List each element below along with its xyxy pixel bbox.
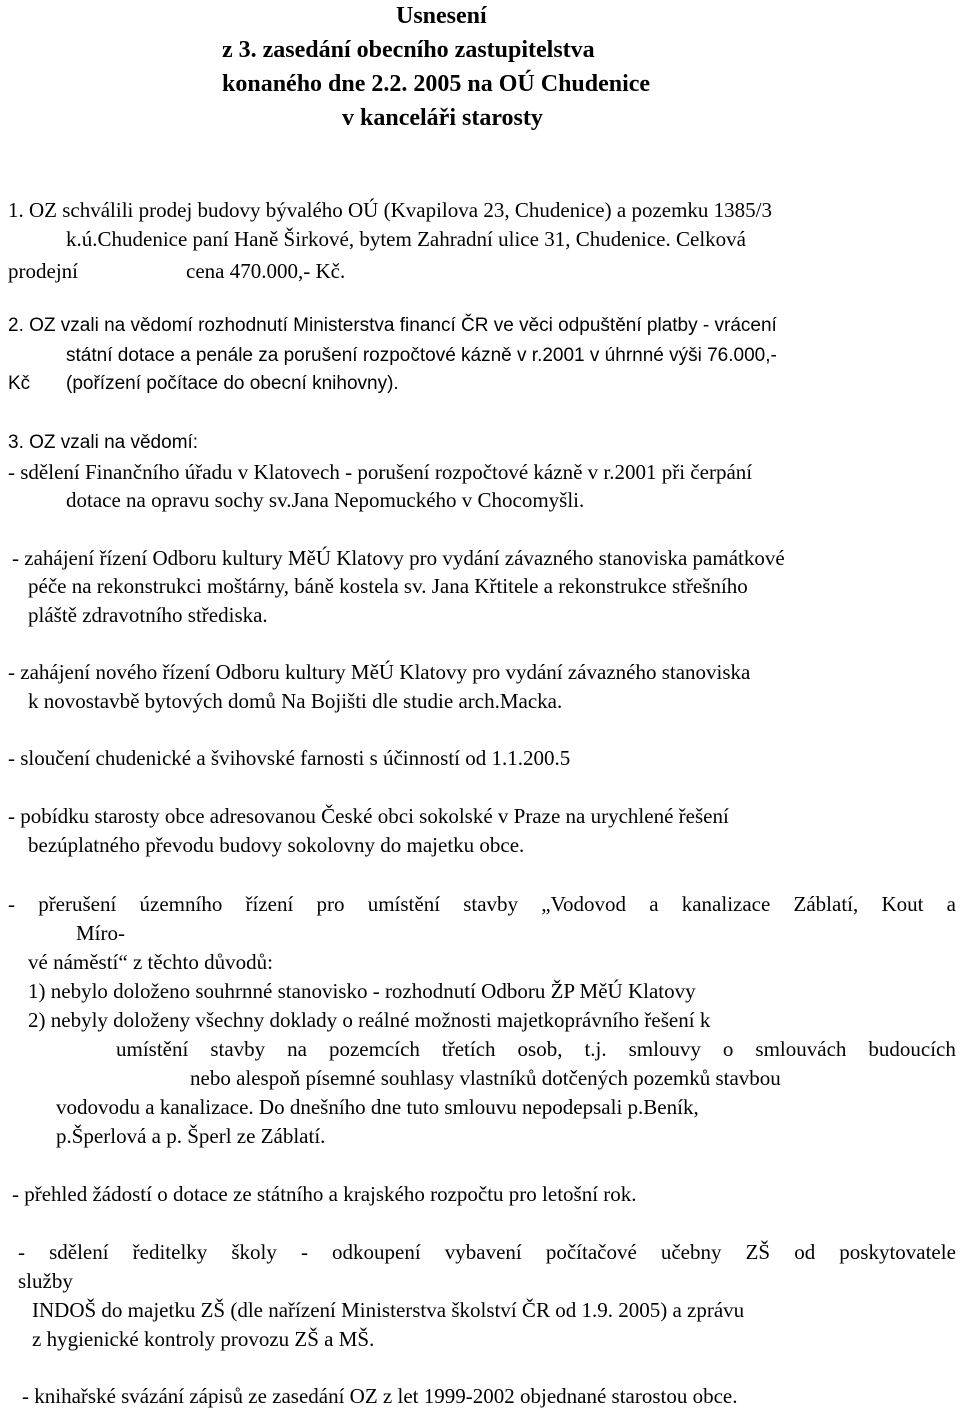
item2-line-3b: (pořízení počítace do obecní knihovny).	[66, 373, 399, 394]
item2-line-3a: Kč	[8, 373, 31, 394]
item3-p2-line-2: péče na rekonstrukci moštárny, báně kostela sv. Jana Křtitele a rekonstrukce střešního	[28, 574, 748, 598]
title-line-3: konaného dne 2.2. 2005 na OÚ Chudenice	[222, 71, 651, 97]
item2-line-1: 2. OZ vzali na vědomí rozhodnutí Ministerstva financí ČR ve věci odpuštění platby - vrácení	[8, 315, 777, 336]
item3-p6-line-6: umístění stavby na pozemcích třetích osob, t.j. smlouvy o smlouvách budoucích	[116, 1037, 956, 1061]
title-line-1: Usnesení	[396, 3, 487, 29]
title-line-4: v kanceláři starosty	[342, 105, 543, 131]
item3-p8-line-4: z hygienické kontroly provozu ZŠ a MŠ.	[32, 1327, 375, 1351]
item1-line-1: 1. OZ schválili prodej budovy bývalého OÚ (Kvapilova 23, Chudenice) a pozemku 1385/3	[8, 198, 772, 222]
item3-p5-line-1: - pobídku starosty obce adresovanou České obci sokolské v Praze na urychlené řešení	[8, 804, 729, 828]
item3-p8-line-2: služby	[18, 1269, 73, 1293]
item3-heading: 3. OZ vzali na vědomí:	[8, 432, 199, 453]
item1-line-2: k.ú.Chudenice paní Haně Širkové, bytem Zahradní ulice 31, Chudenice. Celková	[66, 227, 746, 251]
title-line-2: z 3. zasedání obecního zastupitelstva	[222, 37, 595, 63]
item3-p9-line-1: - knihařské svázání zápisů ze zasedání OZ z let 1999-2002 objednané starostou obce.	[22, 1384, 738, 1408]
item3-p6-line-5: 2) nebyly doloženy všechny doklady o reálné možnosti majetkoprávního řešení k	[28, 1008, 711, 1032]
item1-line-3a: prodejní	[8, 259, 78, 283]
item3-p8-line-3: INDOŠ do majetku ZŠ (dle nařízení Ministerstva školství ČR od 1.9. 2005) a zprávu	[32, 1298, 745, 1322]
item3-p8-line-1: - sdělení ředitelky školy - odkoupení vybavení počítačové učebny ZŠ od poskytovatele	[18, 1240, 956, 1264]
item3-p6-line-9: p.Šperlová a p. Šperl ze Záblatí.	[56, 1124, 326, 1148]
item3-p2-line-1: - zahájení řízení Odboru kultury MěÚ Klatovy pro vydání závazného stanoviska památkové	[12, 546, 785, 570]
item3-p5-line-2: bezúplatného převodu budovy sokolovny do majetku obce.	[28, 833, 525, 857]
item3-p3-line-2: k novostavbě bytových domů Na Bojišti dle studie arch.Macka.	[28, 689, 563, 713]
item1-line-3b: cena 470.000,- Kč.	[186, 259, 346, 283]
item3-p2-line-3: pláště zdravotního střediska.	[28, 603, 268, 627]
item3-p6-line-4: 1) nebylo doloženo souhrnné stanovisko - rozhodnutí Odboru ŽP MěÚ Klatovy	[28, 979, 696, 1003]
item2-line-2: státní dotace a penále za porušení rozpočtové kázně v r.2001 v úhrnné výši 76.000,-	[66, 345, 777, 366]
item3-p3-line-1: - zahájení nového řízení Odboru kultury MěÚ Klatovy pro vydání závazného stanoviska	[8, 660, 751, 684]
item3-p6-line-7: nebo alespoň písemné souhlasy vlastníků dotčených pozemků stavbou	[190, 1066, 781, 1090]
item3-p4-line-1: - sloučení chudenické a švihovské farnosti s účinností od 1.1.200.5	[8, 746, 571, 770]
item3-p6-line-1: - přerušení územního řízení pro umístění stavby „Vodovod a kanalizace Záblatí, Kout a	[8, 892, 956, 916]
item3-p6-line-3: vé náměstí“ z těchto důvodů:	[28, 950, 273, 974]
item3-p6-line-2: Míro-	[76, 921, 125, 945]
item3-p7-line-1: - přehled žádostí o dotace ze státního a krajského rozpočtu pro letošní rok.	[12, 1182, 637, 1206]
item3-p6-line-8: vodovodu a kanalizace. Do dnešního dne tuto smlouvu nepodepsali p.Beník,	[56, 1095, 699, 1119]
item3-p1-line-1: - sdělení Finančního úřadu v Klatovech - porušení rozpočtové kázně v r.2001 při čerpání	[8, 460, 753, 484]
item3-p1-line-2: dotace na opravu sochy sv.Jana Nepomuckého v Chocomyšli.	[66, 488, 585, 512]
